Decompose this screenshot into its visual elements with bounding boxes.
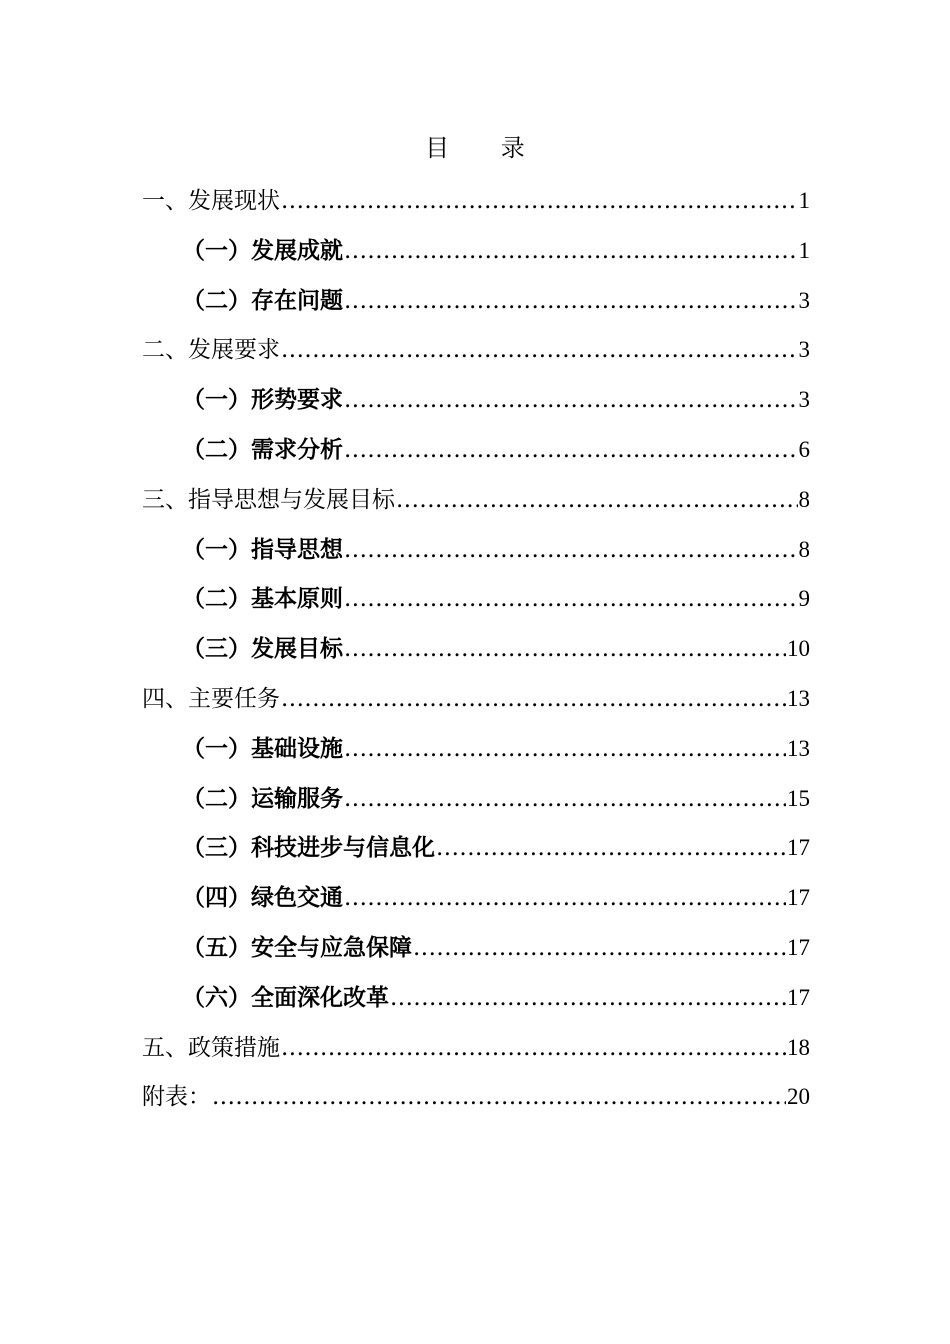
toc-dot-leader	[413, 924, 786, 973]
toc-entry-label: （一）指导思想	[182, 535, 343, 563]
toc-entry[interactable]	[142, 823, 810, 873]
toc-dot-leader	[344, 874, 786, 923]
toc-entry-page-number: 8	[798, 536, 810, 562]
toc-entry-page-number: 9	[798, 586, 810, 612]
toc-dot-leader	[344, 775, 786, 824]
toc-dot-leader	[396, 476, 798, 525]
toc-dot-leader	[344, 376, 798, 425]
toc-entry-label: 三、指导思想与发展目标	[142, 486, 395, 513]
toc-dot-leader	[281, 675, 786, 724]
toc-entry[interactable]	[142, 973, 810, 1023]
toc-entry-label: （一）形势要求	[182, 386, 343, 414]
toc-entry[interactable]	[142, 624, 810, 674]
toc-dot-leader	[344, 526, 798, 575]
toc-entry-page-number: 17	[787, 984, 810, 1010]
toc-entry-label: 四、主要任务	[142, 685, 280, 712]
toc-dot-leader	[281, 177, 798, 226]
toc-entry[interactable]	[142, 475, 810, 525]
toc-entry-page-number: 6	[798, 436, 810, 462]
toc-entry[interactable]	[142, 375, 810, 425]
toc-entry-label: （一）基础设施	[182, 734, 343, 762]
toc-entry-label: 附表：	[142, 1084, 211, 1111]
toc-entry-page-number: 3	[798, 287, 810, 313]
toc-entry-page-number: 17	[787, 934, 810, 960]
toc-dot-leader	[436, 824, 786, 873]
toc-entry[interactable]	[142, 525, 810, 575]
toc-entry-label: （四）绿色交通	[182, 884, 343, 912]
toc-entry[interactable]	[142, 1023, 810, 1073]
toc-entry-label: （二）需求分析	[182, 435, 343, 463]
toc-entry-label: （一）发展成就	[182, 236, 343, 264]
toc-dot-leader	[344, 227, 798, 276]
toc-entry[interactable]	[142, 724, 810, 774]
toc-entry[interactable]	[142, 425, 810, 475]
toc-dot-leader	[281, 1024, 786, 1073]
toc-entry[interactable]	[142, 325, 810, 375]
toc-entry-page-number: 17	[787, 885, 810, 911]
toc-dot-leader	[344, 277, 798, 326]
toc-entry-page-number: 3	[798, 337, 810, 363]
toc-entry-page-number: 13	[787, 685, 810, 711]
toc-entry[interactable]	[142, 774, 810, 824]
toc-entry-label: （二）运输服务	[182, 784, 343, 812]
toc-entry-label: （六）全面深化改革	[182, 983, 389, 1011]
toc-entry-page-number: 8	[798, 486, 810, 512]
toc-entry-page-number: 17	[787, 835, 810, 861]
toc-title: 目 录	[425, 134, 547, 162]
toc-dot-leader	[344, 725, 786, 774]
toc-entry-label: 一、发展现状	[142, 188, 280, 214]
toc-entry-page-number: 18	[787, 1034, 810, 1060]
toc-list	[142, 176, 810, 1122]
toc-entry-label: （三）发展目标	[182, 635, 343, 663]
toc-dot-leader	[212, 1073, 786, 1122]
toc-entry[interactable]	[142, 674, 810, 724]
toc-entry-page-number: 15	[787, 785, 810, 811]
toc-entry-page-number: 13	[787, 735, 810, 761]
toc-entry-page-number: 3	[798, 387, 810, 413]
toc-entry-label: （二）存在问题	[182, 286, 343, 314]
toc-entry[interactable]	[142, 873, 810, 923]
toc-entry[interactable]	[142, 574, 810, 624]
toc-entry-label: （五）安全与应急保障	[182, 933, 412, 961]
toc-entry-page-number: 20	[787, 1084, 810, 1110]
toc-entry[interactable]	[142, 1072, 810, 1122]
toc-entry[interactable]	[142, 226, 810, 276]
toc-entry-label: （三）科技进步与信息化	[182, 834, 435, 862]
toc-entry-page-number: 1	[798, 188, 810, 213]
toc-entry-page-number: 10	[787, 636, 810, 662]
toc-entry-label: 二、发展要求	[142, 337, 280, 364]
toc-dot-leader	[281, 326, 798, 375]
toc-dot-leader	[344, 625, 786, 674]
toc-entry-page-number: 1	[798, 237, 810, 263]
toc-dot-leader	[390, 974, 786, 1023]
toc-dot-leader	[344, 575, 798, 624]
toc-entry-label: （二）基本原则	[182, 585, 343, 613]
toc-entry-label: 五、政策措施	[142, 1034, 280, 1061]
toc-entry[interactable]	[142, 923, 810, 973]
toc-entry[interactable]	[142, 176, 810, 226]
toc-dot-leader	[344, 426, 798, 475]
toc-entry[interactable]	[142, 276, 810, 326]
